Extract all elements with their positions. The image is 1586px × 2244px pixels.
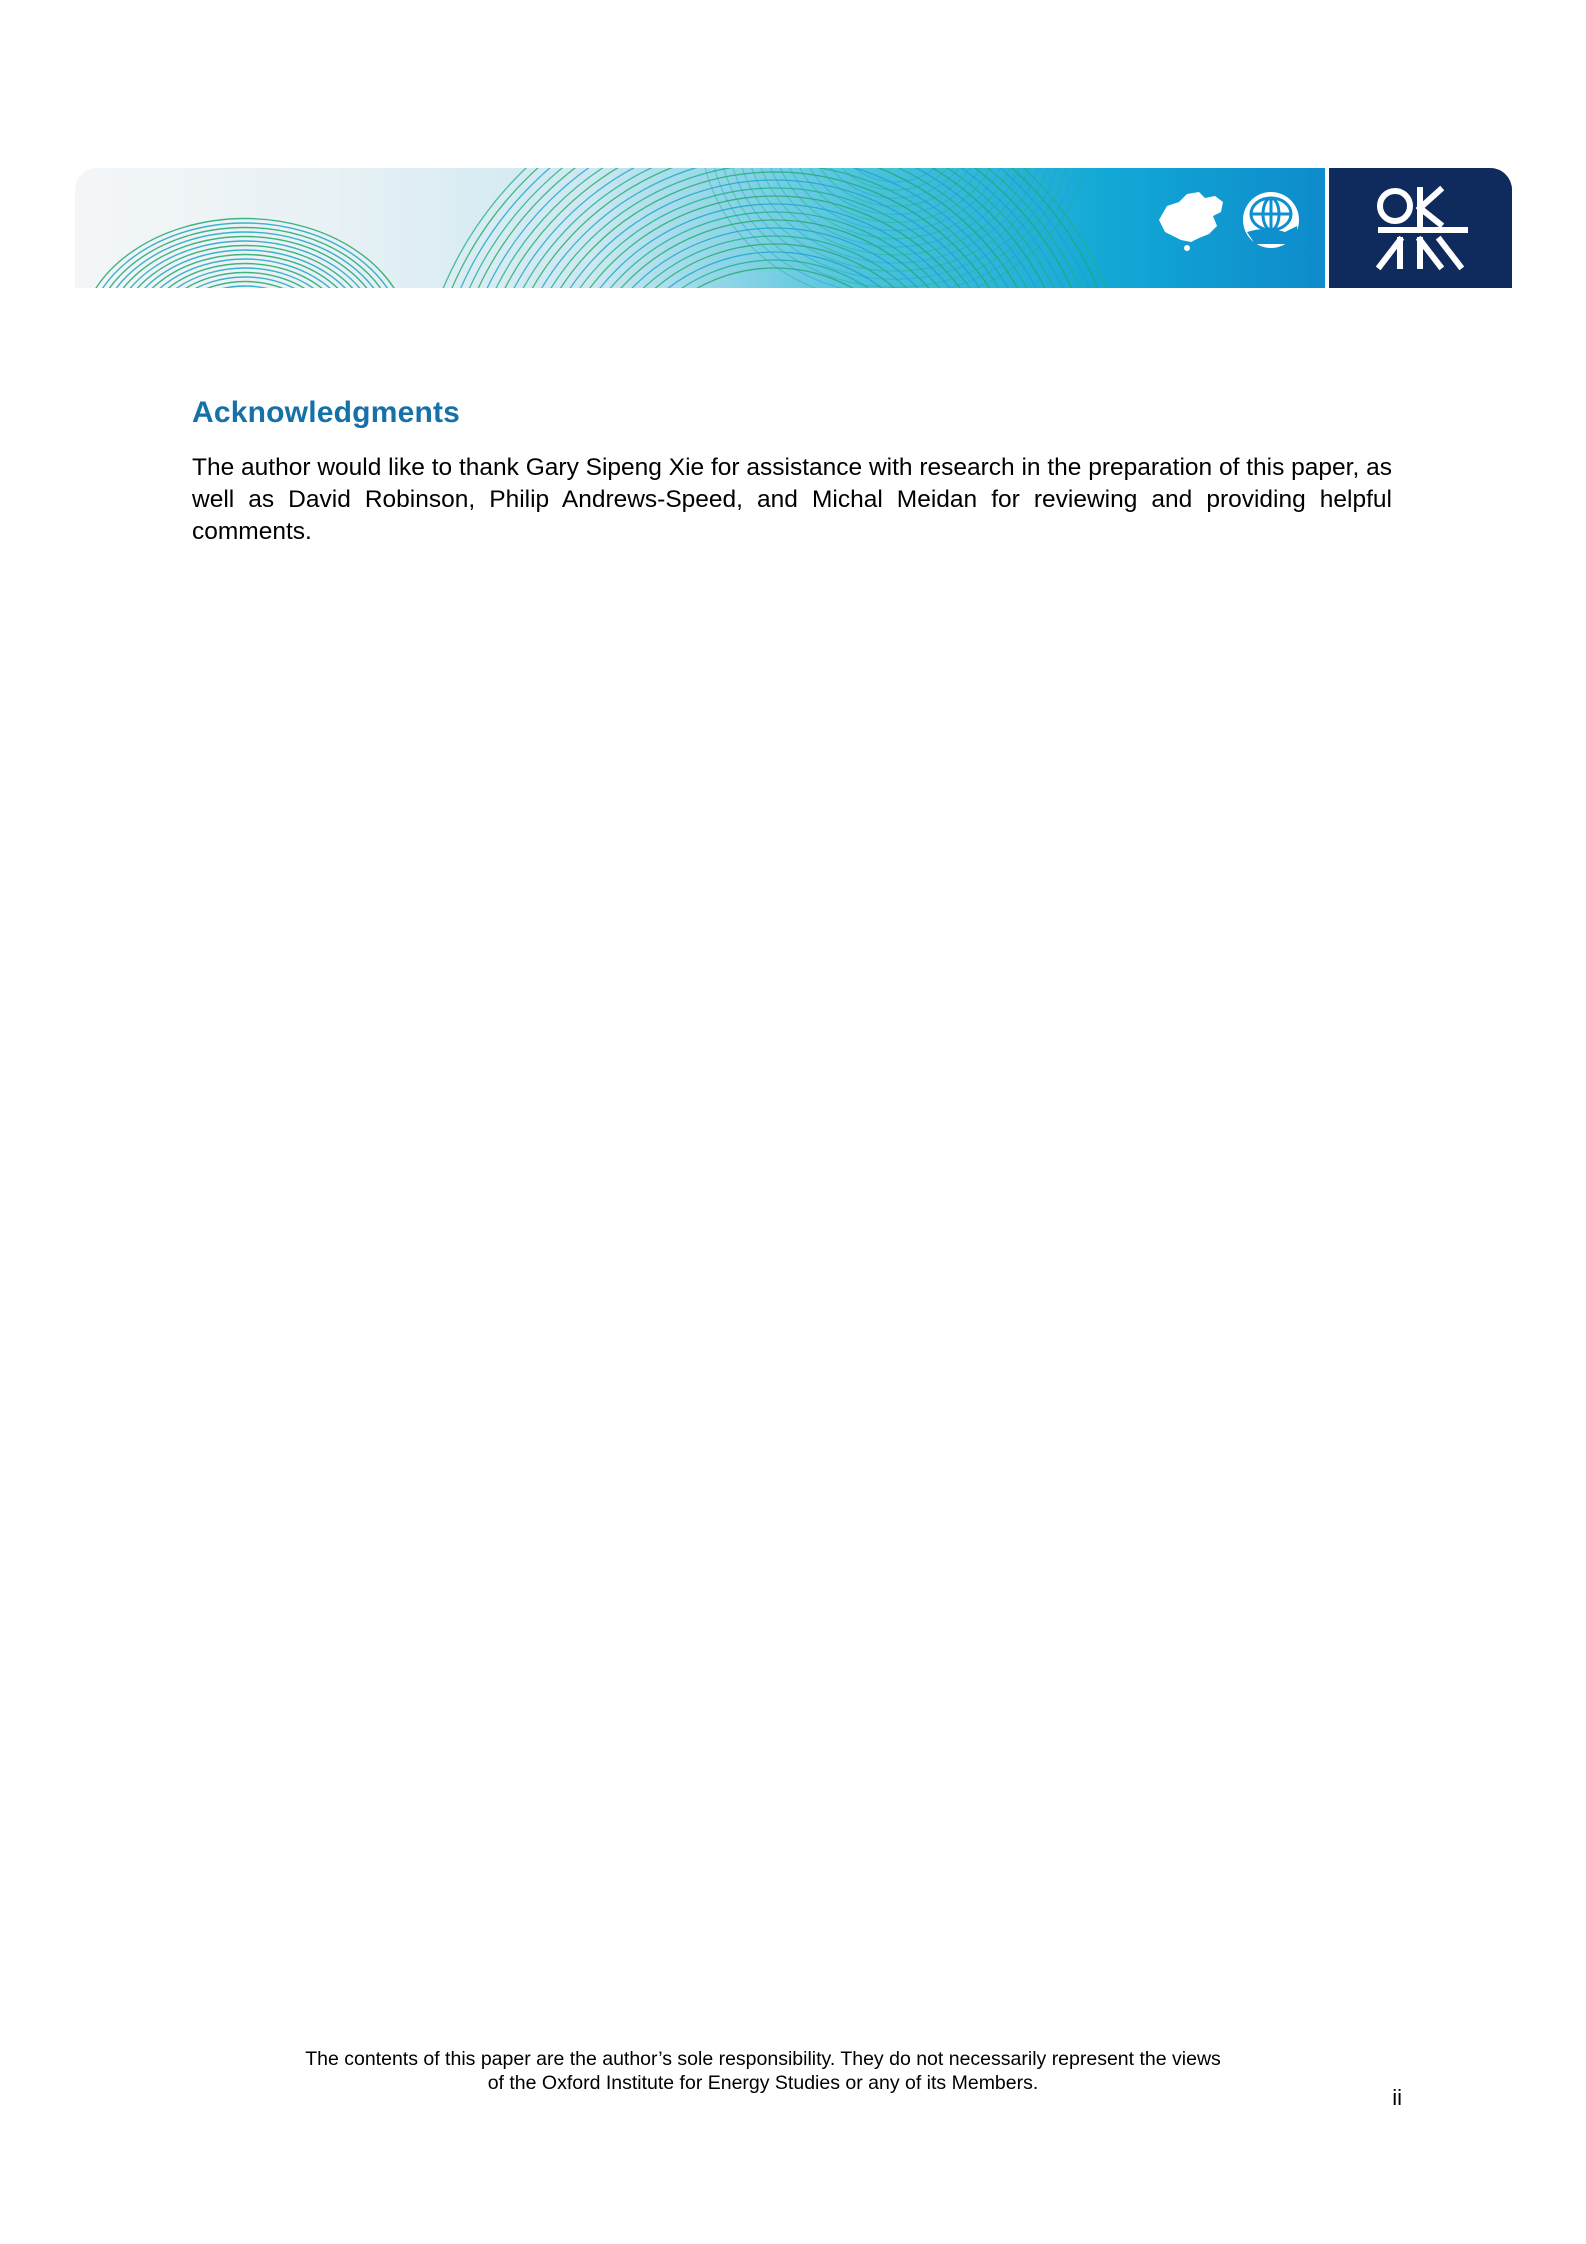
disclaimer-line-1: The contents of this paper are the author’s sole responsibility. They do not necessarily represent the views: [305, 2048, 1221, 2070]
globe-hand-icon: [1243, 192, 1299, 248]
banner-graphic: [75, 168, 1512, 288]
page-number: ii: [1392, 2085, 1402, 2110]
header-banner: [75, 168, 1512, 288]
oies-logo-icon: [1325, 168, 1512, 288]
acknowledgments-heading: Acknowledgments: [192, 396, 461, 429]
disclaimer-line-2: of the Oxford Institute for Energy Studies or any of its Members.: [487, 2072, 1039, 2094]
disclaimer: [160, 2047, 1366, 2095]
acknowledgments-body: The author would like to thank Gary Sipeng Xie for assistance with research in the preparation of this paper, as well as David Robinson, Philip Andrews-Speed, and Michal Meidan for reviewing and providing helpful comments.: [192, 454, 1392, 545]
